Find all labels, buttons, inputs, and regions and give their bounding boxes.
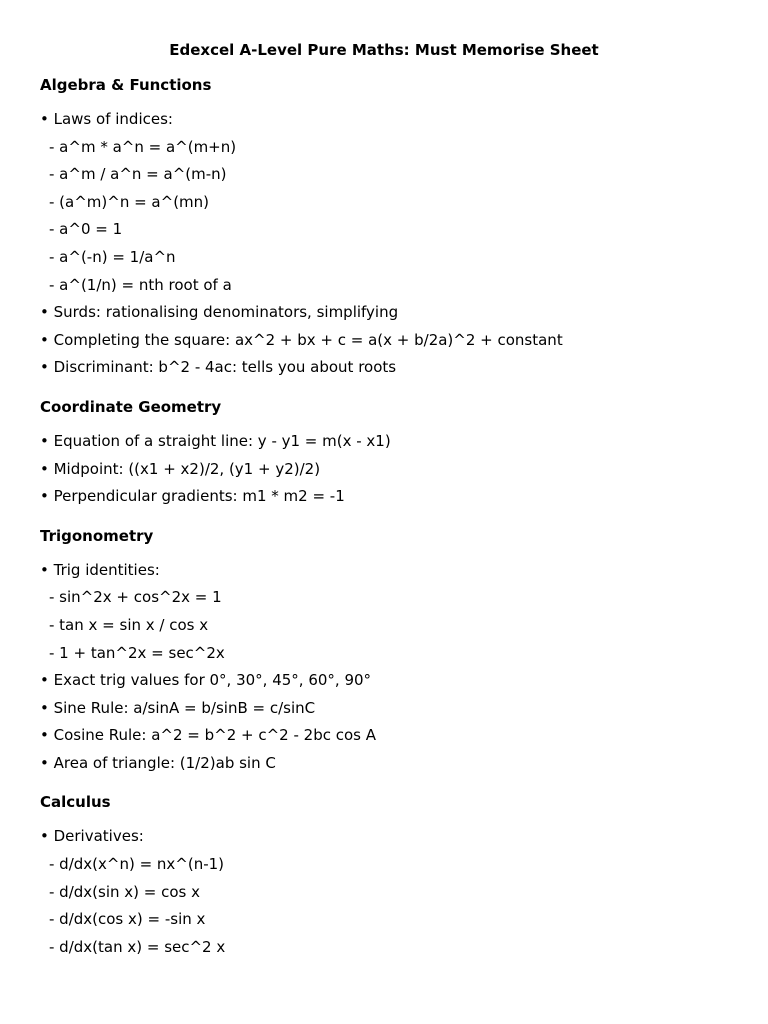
bullet-item: • Sine Rule: a/sinA = b/sinB = c/sinC [40, 698, 316, 717]
bullet-item: • Midpoint: ((x1 + x2)/2, (y1 + y2)/2) [40, 459, 321, 478]
sub-item: - a^(-n) = 1/a^n [49, 247, 176, 266]
bullet-item: • Discriminant: b^2 - 4ac: tells you about roots [40, 358, 397, 377]
bullet-item: • Equation of a straight line: y - y1 = m(x - x1) [40, 431, 391, 450]
section [40, 792, 728, 961]
bullet-item: • Area of triangle: (1/2)ab sin C [40, 753, 276, 772]
sub-item: - a^(1/n) = nth root of a [49, 275, 232, 294]
bullet-item: • Cosine Rule: a^2 = b^2 + c^2 - 2bc cos A [40, 726, 377, 745]
bullet-item: • Trig identities: [40, 560, 160, 579]
section-heading: Algebra & Functions [40, 76, 212, 94]
sub-item: - sin^2x + cos^2x = 1 [49, 588, 222, 607]
section-heading: Calculus [40, 793, 111, 812]
sub-item: - tan x = sin x / cos x [49, 615, 209, 634]
document-body [40, 75, 728, 961]
sub-item: - 1 + tan^2x = sec^2x [49, 643, 225, 662]
sub-item: - a^m / a^n = a^(m-n) [49, 165, 227, 184]
bullet-item: • Exact trig values for 0°, 30°, 45°, 60°, 90° [40, 671, 372, 690]
bullet-item: • Completing the square: ax^2 + bx + c = a(x + b/2a)^2 + constant [40, 330, 563, 349]
sub-item: - (a^m)^n = a^(mn) [49, 192, 210, 211]
sub-item: - d/dx(tan x) = sec^2 x [49, 937, 226, 956]
sub-item: - a^0 = 1 [49, 220, 123, 239]
section [40, 397, 728, 511]
bullet-item: • Surds: rationalising denominators, simplifying [40, 303, 399, 322]
section [40, 526, 728, 778]
section-heading: Trigonometry [40, 526, 154, 545]
bullet-item: • Laws of indices: [40, 110, 173, 128]
sub-item: - a^m * a^n = a^(m+n) [49, 137, 237, 156]
sub-item: - d/dx(sin x) = cos x [49, 882, 200, 901]
section [40, 75, 728, 382]
sub-item: - d/dx(x^n) = nx^(n-1) [49, 855, 225, 874]
bullet-item: • Perpendicular gradients: m1 * m2 = -1 [40, 487, 345, 506]
section-heading: Coordinate Geometry [40, 397, 222, 416]
document-title: Edexcel A-Level Pure Maths: Must Memorise Sheet [169, 41, 599, 59]
bullet-item: • Derivatives: [40, 827, 144, 846]
sub-item: - d/dx(cos x) = -sin x [49, 910, 206, 929]
